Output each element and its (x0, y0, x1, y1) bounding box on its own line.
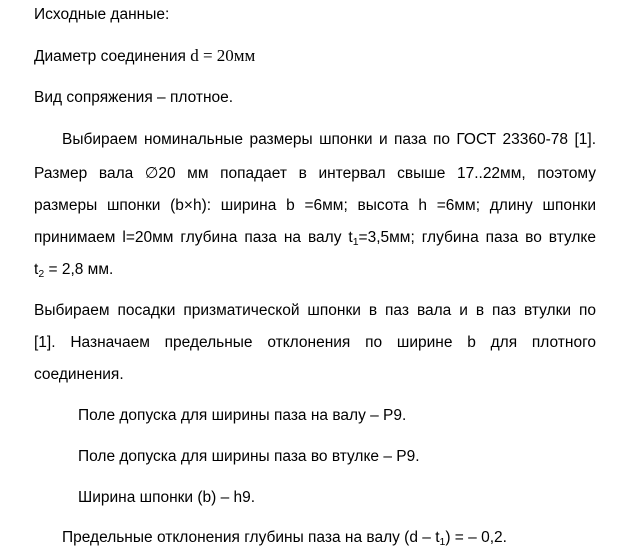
diameter-line (34, 46, 255, 66)
tolerance-key: Ширина шпонки (b) – h9. (78, 489, 256, 506)
depth-deviation-b: ) = – 0,2. (445, 529, 507, 546)
para2-line3: соединения. (34, 366, 124, 383)
para1-line4-sub: 1 (352, 236, 359, 248)
para1-line3: размеры шпонки (b×h): ширина b =6мм; высота h =6мм; длину шпонки (34, 197, 596, 214)
heading: Исходные данные: (34, 6, 170, 23)
depth-deviation (62, 529, 507, 548)
tolerance-shaft: Поле допуска для ширины паза на валу – Р9. (78, 407, 407, 424)
para2-line1: Выбираем посадки призматической шпонки в паз вала и в паз втулки по (34, 302, 596, 319)
para2-line2: [1]. Назначаем предельные отклонения по ширине b для плотного (34, 334, 596, 351)
para1-line1: Выбираем номинальные размеры шпонки и паза по ГОСТ 23360-78 [1]. (62, 131, 596, 148)
depth-deviation-a: Предельные отклонения глубины паза на валу (d – t (62, 529, 440, 546)
diameter-label: Диаметр соединения (34, 48, 186, 65)
para1-line4-a: принимаем l=20мм глубина паза на валу t (34, 229, 353, 246)
para1-line4 (34, 229, 596, 248)
diameter-formula: d = 20мм (190, 46, 256, 65)
depth-deviation-sub: 1 (439, 536, 446, 548)
fit-type: Вид сопряжения – плотное. (34, 89, 234, 106)
para1-line5 (34, 261, 113, 280)
tolerance-hub: Поле допуска для ширины паза во втулке – Р9. (78, 448, 420, 465)
para1-line5-sub: 2 (38, 268, 45, 280)
para1-line5-a: t (34, 261, 39, 278)
para1-line5-b: = 2,8 мм. (44, 261, 114, 278)
para1-line2: Размер вала ∅20 мм попадает в интервал свыше 17..22мм, поэтому (34, 165, 596, 182)
para1-line4-b: =3,5мм; глубина паза во втулке (358, 229, 596, 246)
